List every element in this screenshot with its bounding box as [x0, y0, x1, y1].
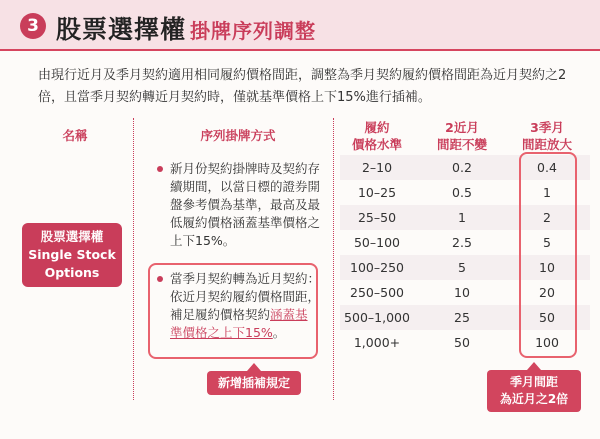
bullet-text-end: 。	[272, 325, 286, 340]
title-underline	[0, 49, 600, 51]
table-cell-range: 500–1,000	[344, 310, 410, 325]
bullet-dot-icon	[157, 276, 163, 282]
product-name-english-1: Single Stock	[28, 247, 116, 262]
table-cell-three: 10	[539, 260, 555, 275]
table-cell-two: 25	[454, 310, 470, 325]
highlight-box-quarter-column	[519, 152, 577, 358]
table-cell-two: 10	[454, 285, 470, 300]
table-cell-range: 250–500	[350, 285, 404, 300]
bullet-text: 當季月契約轉為近月契約：依近月契約履約價格間距，補足履約價格契約	[170, 271, 321, 322]
column-header-method: 序列掛牌方式	[200, 128, 276, 143]
table-cell-range: 1,000+	[353, 335, 401, 350]
bullet-underlined-text: 涵蓋基準價格之上下15%	[170, 307, 308, 340]
table-cell-three: 20	[539, 285, 555, 300]
table-cell-three: 5	[543, 235, 551, 250]
tag-pointer-icon	[527, 362, 541, 370]
product-name-english-2: Options	[44, 265, 100, 280]
product-name-chinese: 股票選擇權	[40, 229, 104, 244]
product-name-box	[22, 223, 122, 287]
table-cell-three: 100	[535, 335, 559, 350]
column-divider	[133, 118, 134, 400]
intro-paragraph: 由現行近月及季月契約適用相同履約價格間距，調整為季月契約履約價格間距為近月契約之2倍，且當季月契約轉近月契約時，僅就基準價格上下15%進行插補。	[38, 68, 567, 105]
table-cell-two: 5	[458, 260, 466, 275]
page-title: 股票選擇權	[56, 15, 187, 44]
table-cell-three: 0.4	[537, 160, 557, 175]
table-cell-two: 50	[454, 335, 470, 350]
table-cell-two: 0.5	[452, 185, 472, 200]
table-cell-range: 100–250	[350, 260, 404, 275]
bullet-dot-icon	[157, 166, 163, 172]
column-header-name: 名稱	[62, 128, 88, 143]
quarter-double-tag	[487, 370, 581, 412]
table-cell-two: 2.5	[452, 235, 472, 250]
table-cell-range: 25–50	[357, 210, 397, 225]
table-cell-two: 1	[458, 210, 466, 225]
column-header-two-month: 2近月 間距不變	[436, 120, 487, 152]
table-cell-three: 1	[543, 185, 551, 200]
table-cell-range: 10–25	[357, 185, 397, 200]
table-cell-range: 50–100	[353, 235, 400, 250]
page-subtitle: 掛牌序列調整	[190, 19, 316, 43]
tag-pointer-icon	[247, 363, 261, 371]
bullet-new-month: 新月份契約掛牌時及契約存續期間，以當日標的證券開盤參考價為基準，最高及最低履約價格涵蓋基準價格之上下15%。	[170, 161, 321, 248]
table-cell-two: 0.2	[452, 160, 472, 175]
table-cell-three: 2	[543, 210, 551, 225]
quarter-tag-line-2: 為近月之2倍	[499, 392, 569, 406]
column-header-quarter: 3季月 間距放大	[521, 120, 572, 152]
quarter-tag-line-1: 季月間距	[509, 375, 558, 389]
new-rule-tag: 新增插補規定	[207, 371, 301, 395]
bullet-quarter-to-near	[170, 270, 320, 342]
section-number-badge: 3	[20, 13, 46, 39]
table-cell-range: 2–10	[361, 160, 393, 175]
table-cell-three: 50	[539, 310, 555, 325]
column-divider	[333, 118, 334, 400]
column-header-strike-range: 履約 價格水準	[351, 120, 402, 152]
